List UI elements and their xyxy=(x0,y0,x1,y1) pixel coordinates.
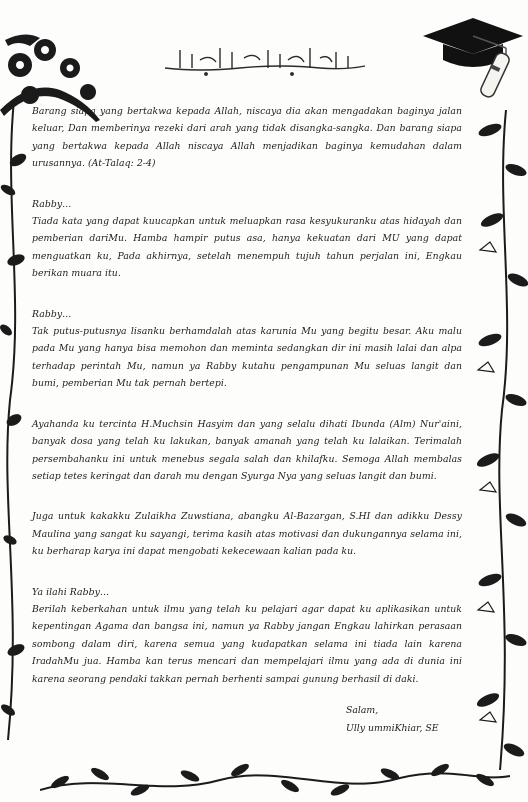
section1-heading: Rabby… xyxy=(32,198,72,210)
bismillah-calligraphy xyxy=(160,42,370,80)
section5-body: Berilah keberkahan untuk ilmu yang telah ku pelajari agar dapat ku aplikasikan untuk kepentingan Agama dan bangsa ini, namun ya Rabby jangan Engkau lahirkan perasaan sombong dalam diri, karena semua yang kudapatkan selama ini tiada lain karena IradahMu jua. Hamba kan terus mencari dan mempelajari ilmu yang ada di dunia ini karena seorang pendaki takkan pernah berhenti sampai gunung berhasil di daki. xyxy=(32,603,462,685)
quran-quote: Barang siapa yang bertakwa kepada Allah, niscaya dia akan mengadakan baginya jalan keluar, Dan memberinya rezeki dari arah yang tidak disangka-sangka. Dan barang siapa yang bertakwa kepada Allah niscaya Allah menjadikan baginya kemudahan dalam urusannya. (At-Talaq: 2-4) xyxy=(32,106,462,170)
section5-heading: Ya ilahi Rabby… xyxy=(32,586,110,598)
section2-heading: Rabby… xyxy=(32,308,72,320)
signature-salutation: Salam, xyxy=(346,705,379,716)
section3-body: Ayahanda ku tercinta H.Muchsin Hasyim dan yang selalu dihati Ibunda (Alm) Nur'aini, banyak dosa yang telah ku lakukan, banyak amanah yang telah ku lalaikan. Terimalah persembahanku ini untuk menebus segala salah dan khilafku. Semoga Allah membalas setiap tetes keringat dan darah mu dengan Syurga Nya yang seluas langit dan bumi. xyxy=(32,418,462,482)
dedication-text xyxy=(32,103,462,688)
section1-body: Tiada kata yang dapat kuucapkan untuk meluapkan rasa kesyukuranku atas hidayah dan pemberian dariMu. Hamba hampir putus asa, hanya kekuatan dari MU yang dapat menguatkan ku, Pada akhirnya, setelah menempuh tujuh tahun perjalan ini, Engkau berikan muara itu. xyxy=(32,216,462,280)
right-floral-vine xyxy=(466,110,528,770)
section2-body: Tak putus-putusnya lisanku berhamdalah atas karunia Mu yang begitu besar. Aku malu pada Mu yang hanya bisa memohon dan meminta sedangkan dir ini masih lalai dan alpa terhadap perintah Mu, namun ya Rabby kutahu pengampunan Mu seluas langit dan bumi, pemberian Mu tak pernah bertepi. xyxy=(32,326,462,390)
bottom-floral-vine xyxy=(40,752,510,802)
section4-body: Juga untuk kakakku Zulaikha Zuwstiana, abangku Al-Bazargan, S.HI dan adikku Dessy Maulina yang sangat ku sayangi, terima kasih atas motivasi dan dukungannya selama ini, ku berharap karya ini dapat mengobati kekecewaan kalian pada ku. xyxy=(32,511,462,558)
signature-name: Ully ummiKhiar, SE xyxy=(346,723,439,734)
graduation-cap-icon xyxy=(418,8,528,103)
signature-block xyxy=(346,702,439,738)
